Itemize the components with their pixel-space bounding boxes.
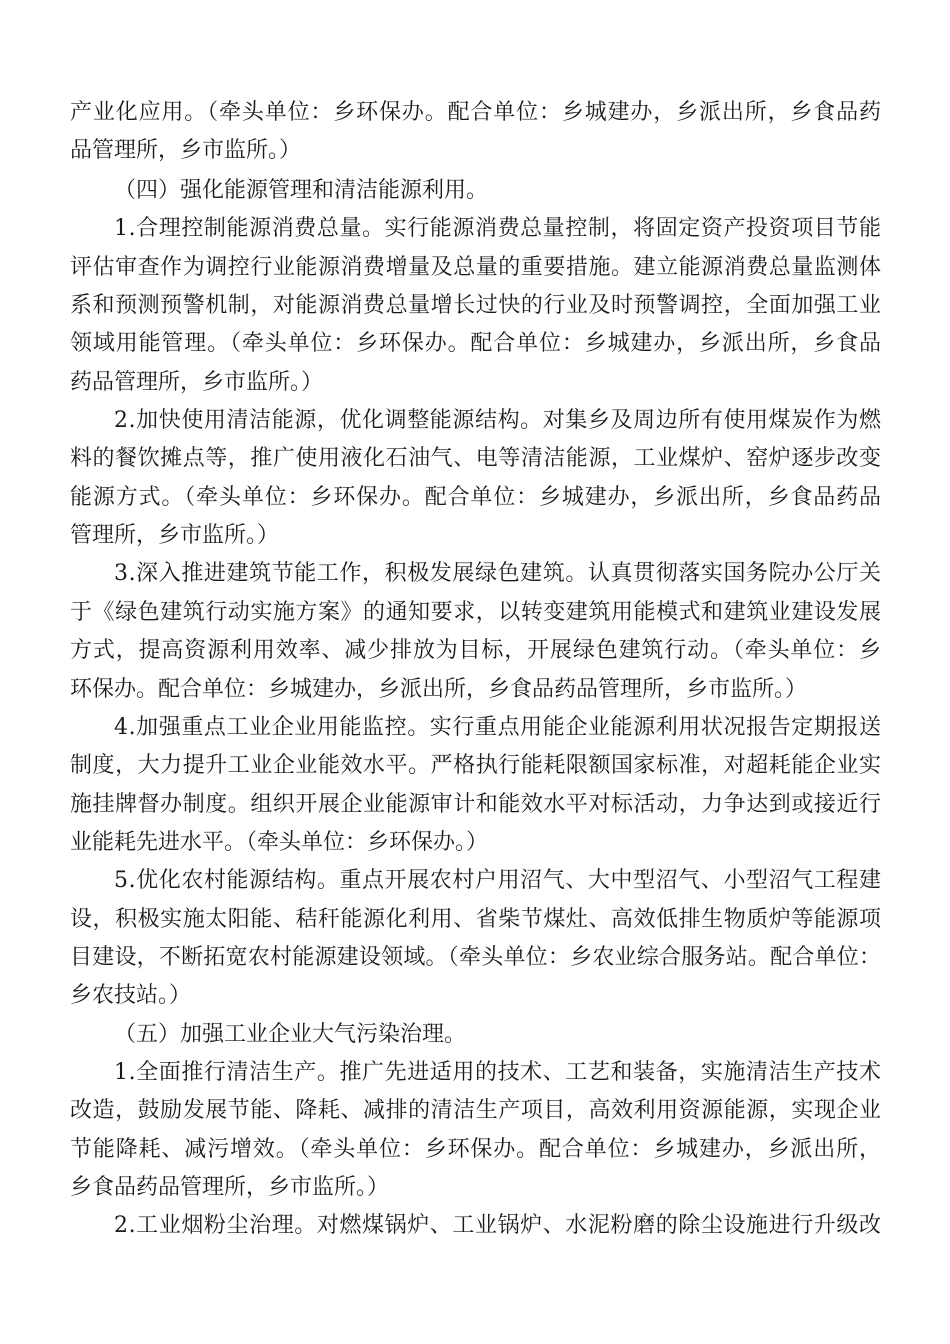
line-text: 系和预测预警机制，对能源消费总量增长过快的行业及时预警调控，全面加强工业 (70, 293, 882, 318)
text-line (0, 670, 950, 710)
text-line (0, 516, 950, 556)
line-text: 品管理所，乡市监所。） (70, 138, 302, 163)
line-text: （四）强化能源管理和清洁能源利用。 (114, 178, 489, 203)
line-text: 业能耗先进水平。（牵头单位：乡环保办。） (70, 830, 489, 855)
line-text: 料的餐饮摊点等，推广使用液化石油气、电等清洁能源，工业煤炉、窑炉逐步改变 (70, 446, 882, 471)
section-heading (0, 171, 950, 211)
text-line (0, 861, 950, 901)
text-line (0, 708, 950, 748)
line-text: 管理所，乡市监所。） (70, 523, 280, 548)
text-line (0, 593, 950, 633)
line-text: （五）加强工业企业大气污染治理。 (114, 1022, 467, 1047)
text-line (0, 1053, 950, 1093)
text-line (0, 439, 950, 479)
line-text: 能源方式。（牵头单位：乡环保办。配合单位：乡城建办，乡派出所，乡食品药品 (70, 485, 882, 510)
text-line (0, 401, 950, 441)
line-text: 施挂牌督办制度。组织开展企业能源审计和能效水平对标活动，力争达到或接近行 (70, 792, 882, 817)
line-text: 2.加快使用清洁能源，优化调整能源结构。对集乡及周边所有使用煤炭作为燃 (114, 408, 882, 433)
text-line (0, 1091, 950, 1131)
text-line (0, 746, 950, 786)
line-text: 环保办。配合单位：乡城建办，乡派出所，乡食品药品管理所，乡市监所。） (70, 677, 808, 702)
line-text: 药品管理所，乡市监所。） (70, 370, 324, 395)
line-text: 制度，大力提升工业企业能效水平。严格执行能耗限额国家标准，对超耗能企业实 (70, 753, 882, 778)
text-line (0, 324, 950, 364)
line-text: 方式，提高资源利用效率、减少排放为目标，开展绿色建筑行动。（牵头单位：乡 (70, 638, 882, 663)
text-line (0, 1206, 950, 1246)
text-line (0, 938, 950, 978)
line-text: 产业化应用。（牵头单位：乡环保办。配合单位：乡城建办，乡派出所，乡食品药 (70, 100, 882, 125)
text-line (0, 209, 950, 249)
line-text: 改造，鼓励发展节能、降耗、减排的清洁生产项目，高效利用资源能源，实现企业 (70, 1098, 882, 1123)
line-text: 1.合理控制能源消费总量。实行能源消费总量控制，将固定资产投资项目节能 (114, 216, 882, 241)
line-text: 乡农技站。） (70, 983, 192, 1008)
line-text: 4.加强重点工业企业用能监控。实行重点用能企业能源利用状况报告定期报送 (114, 715, 882, 740)
text-line (0, 1130, 950, 1170)
text-line (0, 363, 950, 403)
line-text: 1.全面推行清洁生产。推广先进适用的技术、工艺和装备，实施清洁生产技术 (114, 1060, 882, 1085)
line-text: 节能降耗、减污增效。（牵头单位：乡环保办。配合单位：乡城建办，乡派出所， (70, 1137, 882, 1162)
text-line (0, 976, 950, 1016)
text-line (0, 1168, 950, 1208)
line-text: 2.工业烟粉尘治理。对燃煤锅炉、工业锅炉、水泥粉磨的除尘设施进行升级改 (114, 1213, 882, 1238)
text-line (0, 554, 950, 594)
text-line (0, 785, 950, 825)
line-text: 乡食品药品管理所，乡市监所。） (70, 1175, 390, 1200)
section-heading (0, 1015, 950, 1055)
text-line (0, 248, 950, 288)
text-line (0, 900, 950, 940)
text-line (0, 823, 950, 863)
text-line (0, 286, 950, 326)
line-text: 3.深入推进建筑节能工作，积极发展绿色建筑。认真贯彻落实国务院办公厅关 (114, 561, 882, 586)
line-text: 于《绿色建筑行动实施方案》的通知要求，以转变建筑用能模式和建筑业建设发展 (70, 600, 882, 625)
line-text: 评估审查作为调控行业能源消费增量及总量的重要措施。建立能源消费总量监测体 (70, 255, 882, 280)
line-text: 5.优化农村能源结构。重点开展农村户用沼气、大中型沼气、小型沼气工程建 (114, 868, 882, 893)
line-text: 目建设，不断拓宽农村能源建设领域。（牵头单位：乡农业综合服务站。配合单位： (70, 945, 882, 970)
text-line (0, 631, 950, 671)
text-line (0, 478, 950, 518)
text-line (0, 93, 950, 133)
line-text: 领域用能管理。（牵头单位：乡环保办。配合单位：乡城建办，乡派出所，乡食品 (70, 331, 882, 356)
line-text: 设，积极实施太阳能、秸秆能源化利用、省柴节煤灶、高效低排生物质炉等能源项 (70, 907, 882, 932)
text-line (0, 131, 950, 171)
